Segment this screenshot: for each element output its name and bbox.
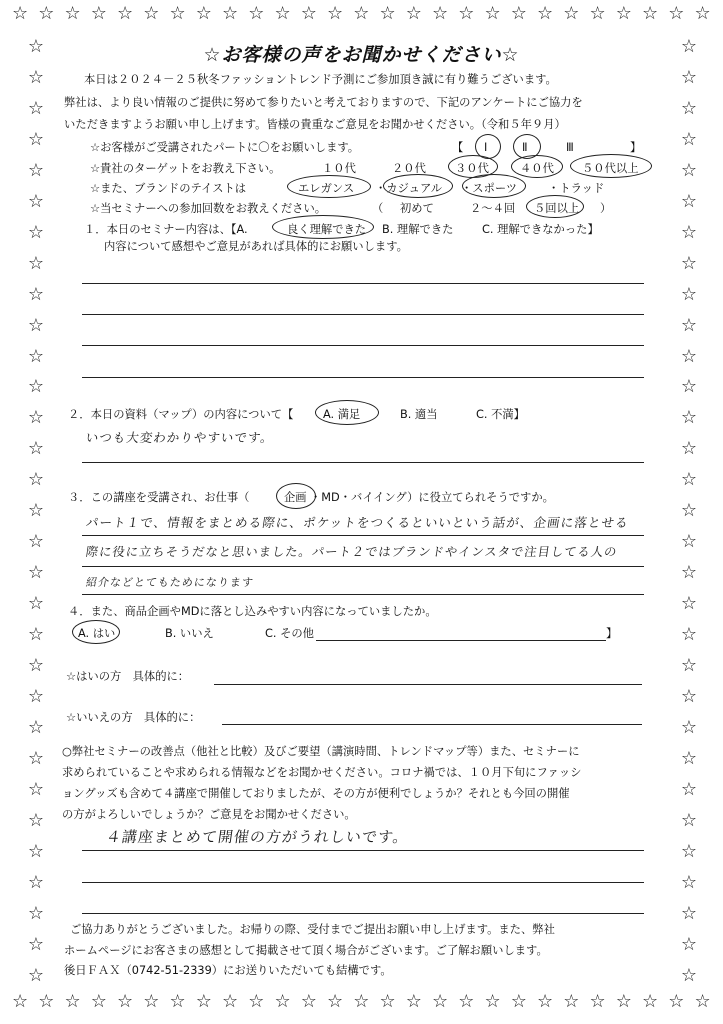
- star-icon: ☆: [195, 991, 212, 1012]
- answer-circle: [383, 174, 453, 198]
- star-icon: ☆: [680, 562, 698, 584]
- star-icon: ☆: [195, 3, 212, 24]
- part-bracket-close: 】: [630, 141, 642, 154]
- star-icon: ☆: [680, 314, 698, 336]
- answer-line: [82, 913, 644, 914]
- star-icon: ☆: [27, 840, 45, 862]
- star-icon: ☆: [38, 3, 55, 24]
- star-icon: ☆: [537, 3, 554, 24]
- star-icon: ☆: [27, 36, 45, 57]
- q3-circled-option[interactable]: 企画: [284, 491, 307, 504]
- star-icon: ☆: [353, 3, 370, 24]
- star-border-top: [0, 2, 723, 26]
- star-icon: ☆: [300, 991, 317, 1012]
- star-icon: ☆: [27, 314, 45, 336]
- q2-option-a[interactable]: A. 満足: [323, 408, 361, 421]
- star-icon: ☆: [27, 562, 45, 584]
- star-icon: ☆: [668, 3, 685, 24]
- star-icon: ☆: [680, 778, 698, 800]
- age-option-50s[interactable]: ５０代以上: [582, 162, 639, 175]
- answer-line: [82, 566, 644, 567]
- q2-option-c[interactable]: C. 不満】: [476, 408, 525, 421]
- star-icon: ☆: [680, 500, 698, 522]
- answer-circle: [511, 155, 563, 178]
- star-icon: ☆: [680, 531, 698, 553]
- star-icon: ☆: [27, 407, 45, 429]
- star-icon: ☆: [680, 593, 698, 615]
- answer-circle: [72, 620, 120, 644]
- star-icon: ☆: [27, 902, 45, 924]
- star-icon: ☆: [248, 3, 265, 24]
- star-icon: ☆: [274, 3, 291, 24]
- star-icon: ☆: [668, 991, 685, 1012]
- part-option-1[interactable]: Ⅰ: [484, 141, 488, 154]
- star-border-right: [677, 36, 701, 986]
- intro-line-2: 弊社は、より良い情報のご提供に努めて参りたいと考えておりますので、下記のアンケートにご協力を: [64, 96, 583, 109]
- q5-line-2: 求められていることや求められる情報などをお聞かせください。コロナ禍では、１０月下旬にファッシ: [62, 766, 582, 779]
- star-icon: ☆: [484, 3, 501, 24]
- count-bracket-open: （: [372, 202, 384, 215]
- star-icon: ☆: [27, 655, 45, 677]
- footer-line-1: ご協力ありがとうございました。お帰りの際、受付までご提出お願い申し上げます。また、弊社: [70, 923, 555, 936]
- star-icon: ☆: [642, 991, 659, 1012]
- age-option-10s[interactable]: １０代: [322, 162, 356, 175]
- star-icon: ☆: [615, 991, 632, 1012]
- answer-circle: [315, 400, 379, 425]
- star-icon: ☆: [27, 964, 45, 986]
- q1-option-c[interactable]: C. 理解できなかった】: [482, 223, 599, 236]
- star-icon: ☆: [510, 3, 527, 24]
- star-icon: ☆: [27, 66, 45, 88]
- star-icon: ☆: [484, 991, 501, 1012]
- star-icon: ☆: [379, 3, 396, 24]
- count-bracket-close: ）: [600, 202, 612, 215]
- star-icon: ☆: [27, 686, 45, 708]
- star-icon: ☆: [12, 3, 29, 24]
- count-option-5plus[interactable]: ５回以上: [534, 202, 580, 215]
- answer-line: [82, 314, 644, 315]
- age-option-40s[interactable]: ４０代: [520, 162, 554, 175]
- star-icon: ☆: [589, 3, 606, 24]
- taste-option-elegance[interactable]: エレガンス: [298, 182, 355, 195]
- answer-circle: [272, 215, 374, 239]
- footer-line-3: 後日ＦＡＸ（0742-51-2339）にお送りいただいても結構です。: [64, 964, 392, 977]
- q1-question: １．本日のセミナー内容は、【A.: [84, 223, 248, 236]
- answer-line: [82, 594, 644, 595]
- star-icon: ☆: [680, 964, 698, 986]
- star-icon: ☆: [27, 159, 45, 181]
- age-question: ☆貴社のターゲットをお教え下さい。: [90, 162, 281, 175]
- answer-line: [82, 345, 644, 346]
- star-icon: ☆: [680, 438, 698, 460]
- star-icon: ☆: [38, 991, 55, 1012]
- q5-line-3: ョングッズも含めて４講座で開催しておりましたが、その方が便利でしょうか？それとも今回の開催: [62, 787, 570, 800]
- star-icon: ☆: [589, 991, 606, 1012]
- count-option-2to4[interactable]: ２～４回: [470, 202, 516, 215]
- star-icon: ☆: [27, 531, 45, 553]
- answer-circle: [570, 154, 652, 178]
- star-icon: ☆: [694, 3, 711, 24]
- star-icon: ☆: [143, 991, 160, 1012]
- star-icon: ☆: [27, 933, 45, 955]
- taste-option-sports[interactable]: ・スポーツ: [461, 182, 518, 195]
- star-icon: ☆: [27, 128, 45, 150]
- star-icon: ☆: [680, 221, 698, 243]
- part-question: ☆お客様がご受講されたパートに〇をお願いします。: [90, 141, 360, 154]
- star-icon: ☆: [680, 716, 698, 738]
- star-icon: ☆: [680, 407, 698, 429]
- star-icon: ☆: [680, 97, 698, 119]
- star-icon: ☆: [327, 991, 344, 1012]
- star-icon: ☆: [248, 991, 265, 1012]
- star-icon: ☆: [12, 991, 29, 1012]
- star-icon: ☆: [27, 747, 45, 769]
- count-option-first[interactable]: 初めて: [400, 202, 434, 215]
- star-icon: ☆: [327, 3, 344, 24]
- answer-line: [82, 377, 644, 378]
- star-icon: ☆: [27, 809, 45, 831]
- star-icon: ☆: [169, 3, 186, 24]
- star-icon: ☆: [27, 376, 45, 398]
- star-icon: ☆: [680, 655, 698, 677]
- star-icon: ☆: [432, 3, 449, 24]
- star-icon: ☆: [27, 283, 45, 305]
- star-icon: ☆: [510, 991, 527, 1012]
- star-icon: ☆: [379, 991, 396, 1012]
- star-icon: ☆: [405, 3, 422, 24]
- star-icon: ☆: [64, 3, 81, 24]
- answer-line: [82, 882, 644, 883]
- q4-option-a[interactable]: A. はい: [78, 627, 116, 640]
- q1-sub: 内容について感想やご意見があれば具体的にお願いします。: [104, 240, 408, 253]
- star-icon: ☆: [563, 3, 580, 24]
- q5-line-1: ○弊社セミナーの改善点（他社と比較）及びご要望（講演時間、トレンドマップ等）また、セミナーに: [62, 745, 580, 758]
- answer-line: [316, 640, 606, 641]
- answer-line: [82, 850, 644, 851]
- q4-bracket-close: 】: [606, 627, 618, 640]
- star-icon: ☆: [680, 128, 698, 150]
- taste-question: ☆また、ブランドのテイストは: [90, 182, 247, 195]
- star-icon: ☆: [680, 66, 698, 88]
- star-icon: ☆: [27, 469, 45, 491]
- star-icon: ☆: [64, 991, 81, 1012]
- q3-handwritten-answer-1: パート１で、情報をまとめる際に、ポケットをつくるといいという話が、企画に落とせる: [84, 515, 630, 530]
- star-icon: ☆: [27, 871, 45, 893]
- q5-handwritten-answer: ４講座まとめて開催の方がうれしいです。: [104, 828, 411, 846]
- star-icon: ☆: [563, 991, 580, 1012]
- q3-handwritten-answer-3: 紹介などとてもためになります: [85, 576, 255, 589]
- star-border-left: [24, 36, 48, 986]
- star-icon: ☆: [90, 3, 107, 24]
- q2-handwritten-answer: いつも大変わかりやすいです。: [84, 430, 275, 445]
- count-question: ☆当セミナーへの参加回数をお教えください。: [90, 202, 327, 215]
- q3-question-rest: ・MD・バイイング）に役立てられそうですか。: [310, 491, 554, 504]
- star-icon: ☆: [680, 36, 698, 57]
- star-icon: ☆: [27, 593, 45, 615]
- footer-line-2: ホームページにお客さまの感想として掲載させて頂く場合がございます。ご了解お願いします。: [64, 944, 548, 957]
- star-icon: ☆: [27, 438, 45, 460]
- star-icon: ☆: [537, 991, 554, 1012]
- q4-no-label: ☆いいえの方 具体的に：: [66, 711, 201, 724]
- star-icon: ☆: [680, 871, 698, 893]
- star-icon: ☆: [680, 159, 698, 181]
- q2-option-b[interactable]: B. 適当: [400, 408, 438, 421]
- star-icon: ☆: [117, 3, 134, 24]
- star-icon: ☆: [680, 376, 698, 398]
- star-icon: ☆: [27, 500, 45, 522]
- q4-option-b[interactable]: B. いいえ: [165, 627, 214, 640]
- star-icon: ☆: [458, 991, 475, 1012]
- star-icon: ☆: [694, 991, 711, 1012]
- intro-line-1: 本日は２０２４－２５秋冬ファッショントレンド予測にご参加頂き誠に有り難うございます。: [84, 73, 557, 86]
- star-icon: ☆: [27, 624, 45, 646]
- answer-line[interactable]: [214, 684, 642, 685]
- star-icon: ☆: [27, 221, 45, 243]
- star-icon: ☆: [27, 716, 45, 738]
- taste-option-casual[interactable]: ・カジュアル: [375, 182, 443, 195]
- q4-yes-label: ☆はいの方 具体的に：: [66, 670, 190, 683]
- star-icon: ☆: [680, 469, 698, 491]
- q3-question: ３．この講座を受講され、お仕事（: [68, 491, 250, 504]
- q1-option-b[interactable]: B. 理解できた: [382, 223, 454, 236]
- star-icon: ☆: [169, 991, 186, 1012]
- star-icon: ☆: [117, 991, 134, 1012]
- answer-line: [82, 535, 644, 536]
- q1-option-a[interactable]: 良く理解できた: [287, 223, 367, 236]
- star-icon: ☆: [680, 809, 698, 831]
- star-icon: ☆: [300, 3, 317, 24]
- star-icon: ☆: [642, 3, 659, 24]
- intro-line-3: いただきますようお願い申し上げます。皆様の貴重なご意見をお聞かせください。（令和５年９月）: [64, 118, 566, 131]
- star-icon: ☆: [680, 624, 698, 646]
- star-icon: ☆: [680, 283, 698, 305]
- star-icon: ☆: [353, 991, 370, 1012]
- answer-circle: [526, 195, 584, 218]
- answer-circle: [287, 175, 371, 198]
- part-option-3[interactable]: Ⅲ: [566, 141, 574, 154]
- star-icon: ☆: [90, 991, 107, 1012]
- star-icon: ☆: [680, 686, 698, 708]
- star-icon: ☆: [27, 97, 45, 119]
- age-option-30s[interactable]: ３０代: [455, 162, 489, 175]
- answer-line: [82, 462, 644, 463]
- q4-option-c[interactable]: C. その他: [265, 627, 314, 640]
- star-icon: ☆: [458, 3, 475, 24]
- star-icon: ☆: [405, 991, 422, 1012]
- answer-line: [82, 283, 644, 284]
- star-icon: ☆: [27, 345, 45, 367]
- answer-line[interactable]: [222, 724, 642, 725]
- star-icon: ☆: [615, 3, 632, 24]
- q2-question: ２．本日の資料（マップ）の内容について【: [68, 408, 294, 421]
- star-icon: ☆: [432, 991, 449, 1012]
- star-border-bottom: [0, 990, 723, 1014]
- star-icon: ☆: [27, 252, 45, 274]
- star-icon: ☆: [680, 933, 698, 955]
- star-icon: ☆: [27, 778, 45, 800]
- page-title: ☆お客様の声をお聞かせください☆: [203, 44, 520, 66]
- q4-question: ４．また、商品企画やMDに落とし込みやすい内容になっていましたか。: [68, 605, 437, 618]
- star-icon: ☆: [680, 190, 698, 212]
- star-icon: ☆: [222, 3, 239, 24]
- q5-line-4: の方がよろしいでしょうか？ご意見をお聞かせください。: [62, 808, 356, 821]
- answer-circle: [462, 174, 526, 198]
- taste-option-trad[interactable]: ・トラッド: [548, 182, 605, 195]
- star-icon: ☆: [680, 840, 698, 862]
- star-icon: ☆: [222, 991, 239, 1012]
- star-icon: ☆: [680, 252, 698, 274]
- star-icon: ☆: [680, 345, 698, 367]
- star-icon: ☆: [143, 3, 160, 24]
- star-icon: ☆: [27, 190, 45, 212]
- star-icon: ☆: [680, 747, 698, 769]
- star-icon: ☆: [680, 902, 698, 924]
- star-icon: ☆: [274, 991, 291, 1012]
- part-option-2[interactable]: Ⅱ: [522, 141, 528, 154]
- part-bracket-open: 【: [452, 141, 464, 154]
- q3-handwritten-answer-2: 際に役に立ちそうだなと思いました。パート２ではブランドやインスタで注目してる人の: [84, 545, 619, 559]
- age-option-20s[interactable]: ２０代: [392, 162, 426, 175]
